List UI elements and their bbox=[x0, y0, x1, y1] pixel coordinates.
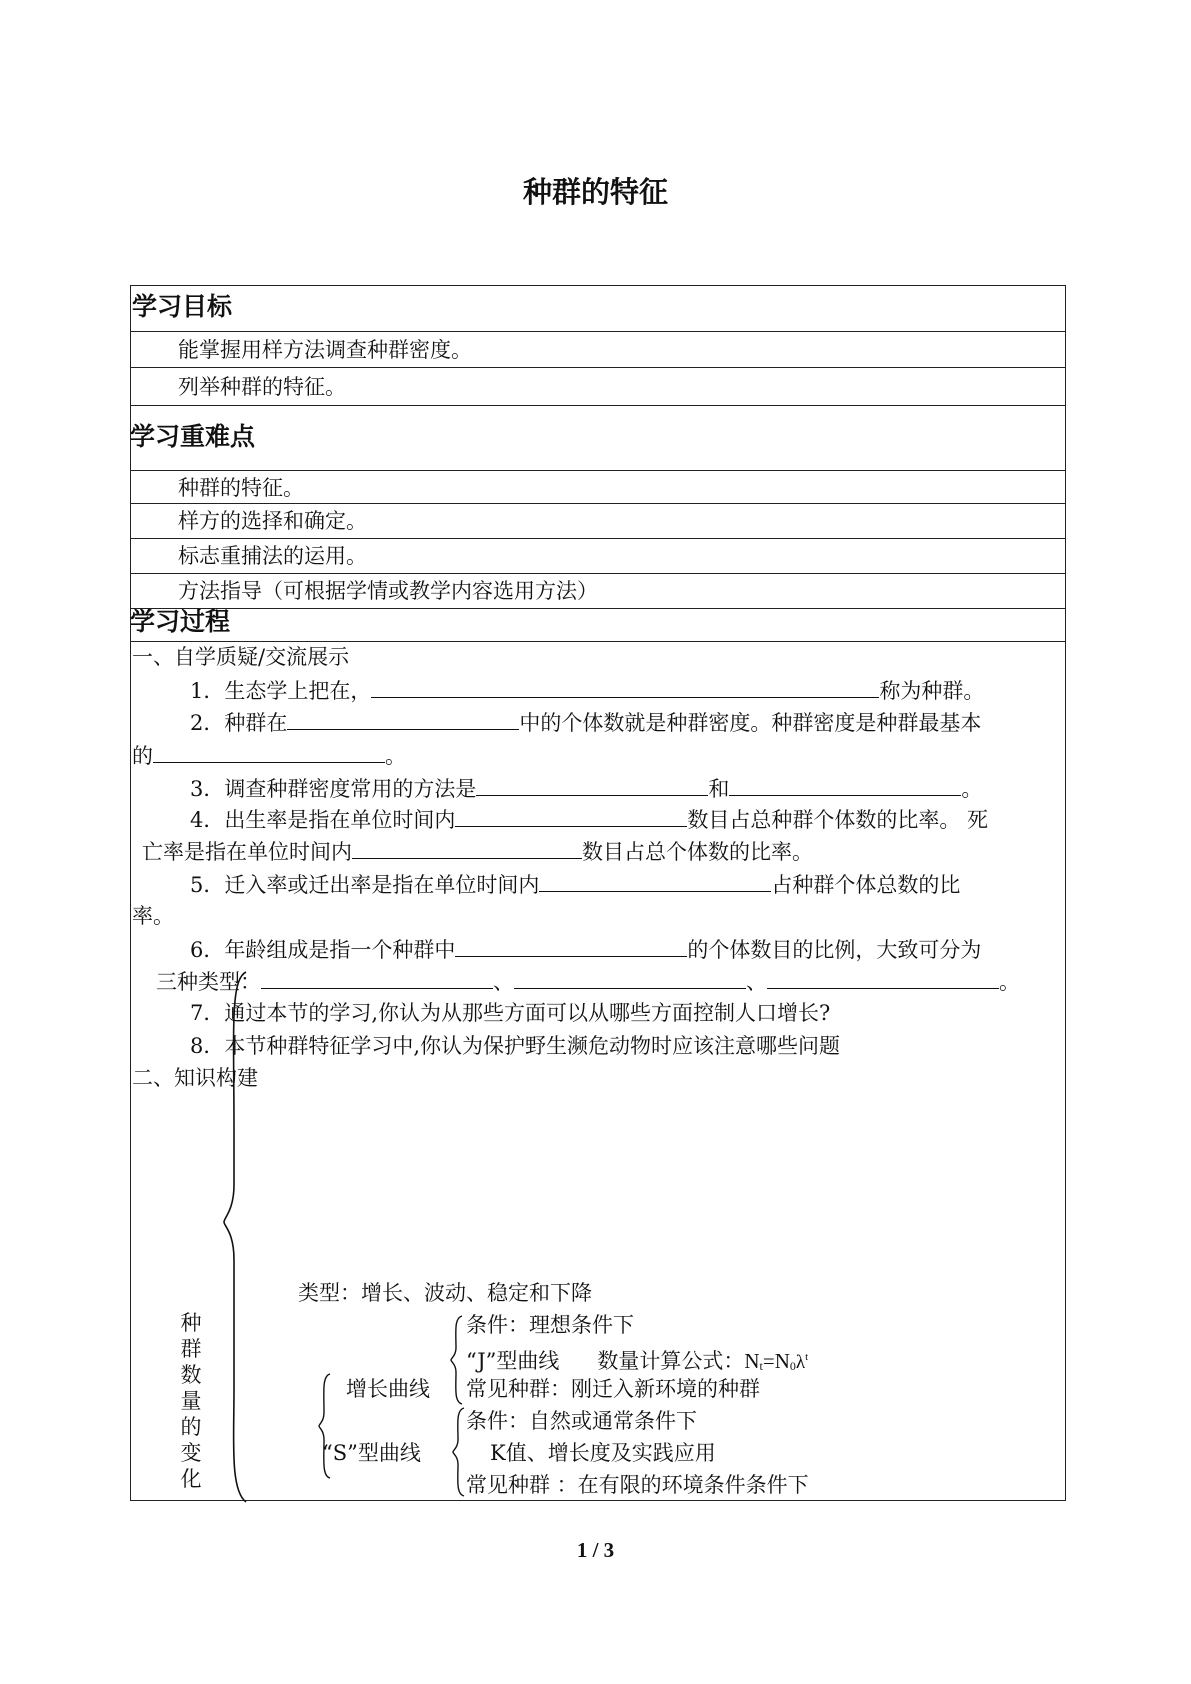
answer-blank[interactable] bbox=[539, 871, 771, 892]
question-2 bbox=[190, 709, 981, 736]
question-4-cont bbox=[142, 838, 813, 865]
q1-text: 1．生态学上把在， bbox=[190, 679, 372, 703]
question-6 bbox=[190, 936, 981, 963]
process-heading: 学习过程 bbox=[130, 607, 231, 636]
formula-sub-0: 0 bbox=[789, 1359, 796, 1373]
growth-curve-label: 增长曲线 bbox=[346, 1377, 430, 1401]
row-divider bbox=[130, 641, 1066, 642]
question-5 bbox=[190, 871, 960, 898]
part1-title: 一、自学质疑/交流展示 bbox=[132, 645, 350, 669]
s-k-value: K值、增长度及实践应用 bbox=[490, 1441, 716, 1465]
answer-blank[interactable] bbox=[729, 775, 961, 796]
q6-text: 、 bbox=[746, 970, 767, 994]
row-divider bbox=[130, 608, 1066, 609]
q4-text: 4．出生率是指在单位时间内 bbox=[190, 808, 456, 832]
question-4 bbox=[190, 806, 988, 833]
q2-text: 的 bbox=[132, 744, 153, 768]
row-divider bbox=[130, 573, 1066, 574]
q6-text: 6．年龄组成是指一个种群中 bbox=[190, 938, 456, 962]
page-title: 种群的特征 bbox=[522, 175, 668, 209]
formula-eq: =N bbox=[762, 1349, 790, 1373]
answer-blank[interactable] bbox=[287, 709, 519, 730]
j-common: 常见种群：刚迁入新环境的种群 bbox=[466, 1377, 760, 1401]
answer-blank[interactable] bbox=[514, 968, 746, 989]
q2-text: 2．种群在 bbox=[190, 711, 288, 735]
part2-title: 二、知识构建 bbox=[132, 1066, 258, 1090]
goal-item: 列举种群的特征。 bbox=[178, 375, 346, 399]
j-curve-row bbox=[466, 1344, 808, 1379]
answer-blank[interactable] bbox=[261, 968, 493, 989]
answer-blank[interactable] bbox=[153, 742, 385, 763]
big-brace bbox=[222, 970, 252, 1504]
row-divider bbox=[130, 538, 1066, 539]
keypoint-item: 方法指导（可根据学情或教学内容选用方法） bbox=[178, 579, 598, 603]
page-number: 1 / 3 bbox=[576, 1538, 615, 1562]
keypoint-item: 样方的选择和确定。 bbox=[178, 509, 367, 533]
diagram-root-label: 种群数量的变化 bbox=[180, 1311, 202, 1491]
q6-text: 的个体数目的比例，大致可分为 bbox=[687, 938, 982, 962]
formula-exp: t bbox=[805, 1351, 809, 1363]
answer-blank[interactable] bbox=[476, 775, 708, 796]
q2-text: 中的个体数就是种群密度。种群密度是种群最基本 bbox=[519, 711, 982, 735]
row-divider bbox=[130, 405, 1066, 406]
answer-blank[interactable] bbox=[352, 838, 582, 859]
question-2-cont bbox=[132, 742, 406, 769]
formula-nt: N bbox=[744, 1349, 760, 1373]
row-divider bbox=[130, 503, 1066, 504]
question-5-cont: 率。 bbox=[132, 904, 174, 928]
q4-text: 数目占总种群个体数的比率。 死 bbox=[687, 808, 989, 832]
q3-text: 。 bbox=[961, 777, 983, 801]
q6-text: 三种类型： bbox=[156, 970, 261, 994]
question-1 bbox=[190, 677, 984, 704]
question-3 bbox=[190, 775, 982, 802]
goal-item: 能掌握用样方法调查种群密度。 bbox=[178, 338, 472, 362]
q6-text: 。 bbox=[999, 970, 1020, 994]
j-curve-label: “J”型曲线 bbox=[466, 1349, 560, 1373]
keypoint-item: 标志重捕法的运用。 bbox=[178, 544, 367, 568]
keypoints-heading: 学习重难点 bbox=[130, 422, 256, 451]
formula-lambda: λ bbox=[795, 1352, 806, 1373]
formula-sub-t: t bbox=[759, 1359, 763, 1373]
s-curve-brace bbox=[452, 1406, 466, 1498]
q3-text: 和 bbox=[708, 777, 730, 801]
keypoint-item: 种群的特征。 bbox=[178, 476, 304, 500]
q2-text: 。 bbox=[385, 744, 406, 768]
answer-blank[interactable] bbox=[455, 936, 687, 957]
q3-text: 3．调查种群密度常用的方法是 bbox=[190, 777, 477, 801]
answer-blank[interactable] bbox=[455, 806, 687, 827]
question-7: 7．通过本节的学习,你认为从那些方面可以从哪些方面控制人口增长? bbox=[190, 1001, 831, 1025]
row-divider bbox=[130, 367, 1066, 368]
q5-text: 5．迁入率或迁出率是指在单位时间内 bbox=[190, 873, 540, 897]
question-8: 8．本节种群特征学习中,你认为保护野生濒危动物时应该注意哪些问题 bbox=[190, 1034, 841, 1058]
goals-heading: 学习目标 bbox=[132, 292, 233, 321]
diagram-types: 类型：增长、波动、稳定和下降 bbox=[298, 1281, 592, 1305]
answer-blank[interactable] bbox=[767, 968, 999, 989]
j-curve-brace bbox=[450, 1314, 464, 1406]
q6-text: 、 bbox=[493, 970, 514, 994]
answer-blank[interactable] bbox=[371, 677, 879, 698]
j-condition: 条件：理想条件下 bbox=[466, 1313, 634, 1337]
question-6-cont bbox=[156, 968, 1020, 995]
growth-formula bbox=[744, 1349, 808, 1373]
j-formula-label: 数量计算公式： bbox=[597, 1349, 745, 1373]
q5-text: 占种群个体总数的比 bbox=[771, 873, 961, 897]
q4-text: 亡率是指在单位时间内 bbox=[142, 840, 352, 864]
q1-text: 称为种群。 bbox=[879, 679, 985, 703]
s-condition: 条件：自然或通常条件下 bbox=[466, 1409, 697, 1433]
s-curve-label: “S”型曲线 bbox=[322, 1441, 421, 1465]
row-divider bbox=[130, 331, 1066, 332]
q4-text: 数目占总个体数的比率。 bbox=[582, 840, 813, 864]
row-divider bbox=[130, 470, 1066, 471]
s-common: 常见种群 ：在有限的环境条件条件下 bbox=[466, 1473, 809, 1497]
